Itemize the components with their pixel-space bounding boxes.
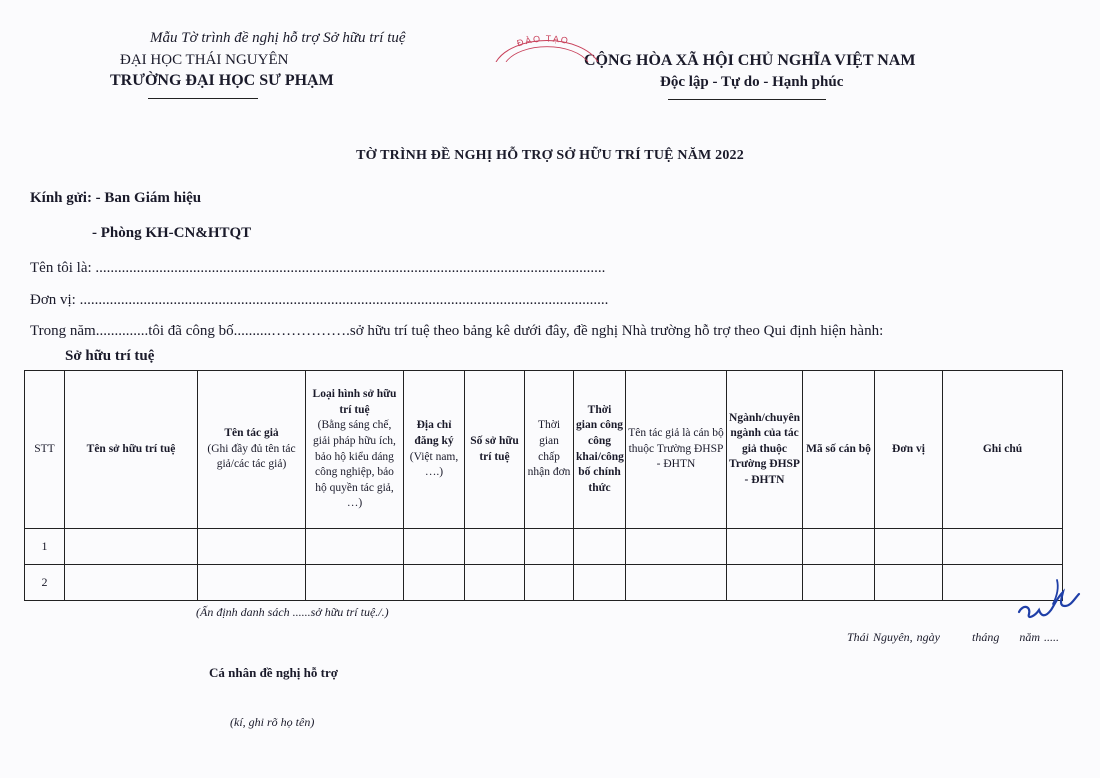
cell-accept-time[interactable] (525, 565, 574, 601)
header-author-title: Tên tác giả (224, 427, 279, 440)
date-line: Thái Nguyên, ngày tháng năm ..... (847, 630, 1059, 644)
header-ip-name: Tên sở hữu trí tuệ (65, 371, 198, 529)
school-name: TRƯỜNG ĐẠI HỌC SƯ PHẠM (110, 72, 334, 89)
stamp-mark (492, 22, 602, 62)
header-publish-time: Thời gian công công khai/công bố chính thức (574, 371, 626, 529)
stamp-text: ĐÀO TẠO (515, 33, 571, 49)
header-ip-number: Số sở hữu trí tuệ (465, 371, 525, 529)
cell-publish-time[interactable] (574, 529, 626, 565)
header-ip-type-title: Loại hình sở hữu trí tuệ (312, 388, 397, 416)
header-ip-type (306, 371, 404, 529)
document-title: TỜ TRÌNH ĐỀ NGHỊ HỖ TRỢ SỞ HỮU TRÍ TUỆ NĂM 2022 (356, 148, 744, 163)
header-school-author: Tên tác giả là cán bộ thuộc Trường ĐHSP - ĐHTN (626, 371, 727, 529)
cell-major[interactable] (727, 565, 803, 601)
svg-text:ĐÀO TẠO (516, 33, 570, 48)
cell-school-author[interactable] (626, 529, 727, 565)
table-header-row (25, 371, 1063, 529)
table-row (25, 565, 1063, 601)
cell-ip-name[interactable] (65, 529, 198, 565)
table-note: (Ấn định danh sách ......sở hữu trí tuệ./.) (196, 605, 389, 619)
header-author (198, 371, 306, 529)
ip-table (24, 370, 1063, 601)
cell-staff-id[interactable] (803, 529, 875, 565)
table-label: Sở hữu trí tuệ (65, 348, 155, 364)
header-registration-note: (Việt nam, ….) (409, 450, 459, 479)
cell-unit[interactable] (875, 529, 943, 565)
cell-ip-name[interactable] (65, 565, 198, 601)
name-field[interactable]: Tên tôi là: ........................................................................................................................................ (30, 260, 606, 276)
cell-registration[interactable] (404, 565, 465, 601)
cell-major[interactable] (727, 529, 803, 565)
header-major: Ngành/chuyên ngành của tác giả thuộc Trường ĐHSP - ĐHTN (727, 371, 803, 529)
intro-statement[interactable]: Trong năm..............tôi đã công bố..........…………….sở hữu trí tuệ theo bảng kê dưới đây, đề nghị Nhà trường hỗ trợ theo Qui định hiện hành: (30, 323, 884, 339)
cell-ip-number[interactable] (465, 529, 525, 565)
header-note: Ghi chú (943, 371, 1063, 529)
header-author-note: (Ghi đầy đủ tên tác giả/các tác giả) (207, 442, 296, 471)
row-stt: 2 (25, 565, 65, 601)
cell-author[interactable] (198, 565, 306, 601)
signature-hint: (kí, ghi rõ họ tên) (230, 715, 315, 729)
header-unit: Đơn vị (875, 371, 943, 529)
cell-author[interactable] (198, 529, 306, 565)
national-motto: Độc lập - Tự do - Hạnh phúc (660, 74, 844, 90)
cell-publish-time[interactable] (574, 565, 626, 601)
cell-accept-time[interactable] (525, 529, 574, 565)
header-left-rule (148, 98, 258, 99)
form-code: Mẫu Tờ trình đề nghị hỗ trợ Sở hữu trí tuệ (150, 30, 406, 46)
university-name: ĐẠI HỌC THÁI NGUYÊN (120, 52, 289, 68)
table-row (25, 529, 1063, 565)
header-staff-id: Mã số cán bộ (803, 371, 875, 529)
republic-heading: CỘNG HÒA XÃ HỘI CHỦ NGHĨA VIỆT NAM (584, 52, 916, 69)
row-stt: 1 (25, 529, 65, 565)
applicant-label: Cá nhân đề nghị hỗ trợ (209, 665, 338, 680)
cell-ip-type[interactable] (306, 565, 404, 601)
cell-ip-type[interactable] (306, 529, 404, 565)
cell-staff-id[interactable] (803, 565, 875, 601)
cell-unit[interactable] (875, 565, 943, 601)
unit-field[interactable]: Đơn vị: ............................................................................................................................................. (30, 292, 609, 308)
header-stt: STT (25, 371, 65, 529)
cell-note[interactable] (943, 529, 1063, 565)
header-registration (404, 371, 465, 529)
signature-icon (1013, 576, 1083, 626)
header-ip-type-note: (Bằng sáng chế, giải pháp hữu ích, bảo hộ kiểu dáng công nghiệp, bảo hộ quyền tác giả, …) (313, 419, 396, 510)
recipient-line-2: - Phòng KH-CN&HTQT (92, 225, 252, 241)
header-registration-title: Địa chỉ đăng ký (414, 419, 454, 447)
recipient-line-1: Kính gửi: - Ban Giám hiệu (30, 190, 202, 206)
cell-ip-number[interactable] (465, 565, 525, 601)
cell-registration[interactable] (404, 529, 465, 565)
header-right-rule (668, 99, 826, 100)
header-accept-time: Thời gian chấp nhận đơn (525, 371, 574, 529)
cell-school-author[interactable] (626, 565, 727, 601)
